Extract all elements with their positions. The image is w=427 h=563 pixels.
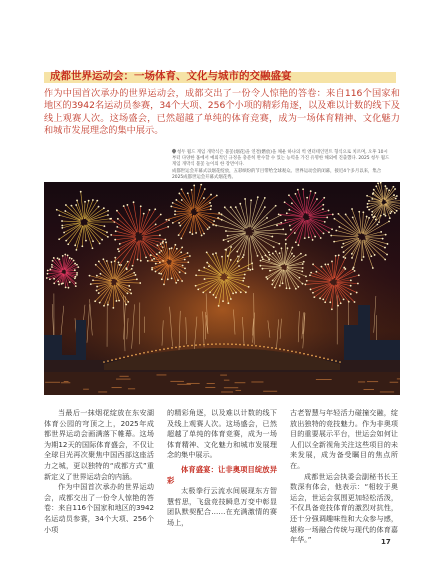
article-column-1 (44, 408, 154, 535)
article-headline: 成都世界运动会：一场体育、文化与城市的交融盛宴 (50, 70, 292, 82)
fireworks-illustration (44, 182, 400, 395)
caption-chinese: 成都世运会开幕式以烟花绽放，五彩缤纷的节目带给全球观众。世界运动会的闭幕，接近4个多月以来，集合2025成都世运会开幕式烟花秀。 (172, 168, 382, 180)
caption-korean: 청두 월드 게임 개막식은 불꽃(烟花)을 연결(燃放)을 채운 하나의 벽 엔터테인먼트 형식으로 치르며, 오후 10시부터 다양한 홈에서 예외적인 규정을 충분히 완수할 수 있는 능력을 가진 유명한 해외에 진출했다. 2025 청두 월드 게임 개막식 불꽃 놀이의 한 장면이다. (172, 150, 390, 168)
paragraph: 古老智慧与年轻活力碰撞交融，绽放出独特的竞技魅力。作为非奥项目的重要展示平台，世运会如何让人们以全新视角关注这些项目的未来发展，成为备受瞩目的焦点所在。 (290, 408, 398, 470)
article-column-2 (167, 408, 277, 529)
paragraph: 当最后一抹烟花绽放在东安湖体育公园的穹顶之上，2025年成都世界运动会画满落下帷幕。这场为期12天的国际体育盛会，不仅让全球目光再次聚焦中国西部这座活力之城，更以独特的“成都方式”重新定义了世界运动会的内涵。 (44, 408, 154, 481)
page-number: 17 (381, 538, 391, 546)
intro-paragraph: 作为中国首次承办的世界运动会，成都交出了一份令人惊艳的答卷：来自116个国家和地区的3942名运动员参赛，34个大项、256个小项的精彩角逐，以及难以计数的线下及线上观赛人次。这场盛会，已然超越了单纯的体育竞赛，成为一场体育精神、文化魅力和城市发展理念的集中展示。 (44, 88, 400, 137)
paragraph: 成都世运会执委会副秘书长王数深有体会，他表示：“相较于奥运会，世运会氛围更加轻松活泼，不仅具备竞技体育的激烈对抗性，还十分强调趣味性和大众参与感，堪称一场融合传统与现代的体育嘉年华。” (290, 471, 398, 545)
article-column-3 (290, 408, 398, 546)
photo-caption (172, 149, 390, 181)
location-pin-icon (172, 149, 176, 154)
paragraph: 的精彩角逐，以及难以计数的线下及线上观赛人次。这场盛会，已然超越了单纯的体育竞赛，成为一场体育精神、文化魅力和城市发展理念的集中展示。 (167, 408, 277, 460)
section-subheading: 体育盛宴：让非奥项目绽放异彩 (167, 464, 277, 485)
paragraph: 作为中国首次承办的世界运动会，成都交出了一份令人惊艳的答卷：来自116个国家和地区的3942名运动员参赛，34个大项、256个小项 (44, 482, 154, 534)
headline-block (44, 68, 396, 84)
fireworks-photo (44, 182, 400, 395)
paragraph: 太极拳行云流水间展现东方智慧哲思，飞盘竞技瞬息万变中彰显团队默契配合……在充满激情的赛场上， (167, 486, 277, 527)
